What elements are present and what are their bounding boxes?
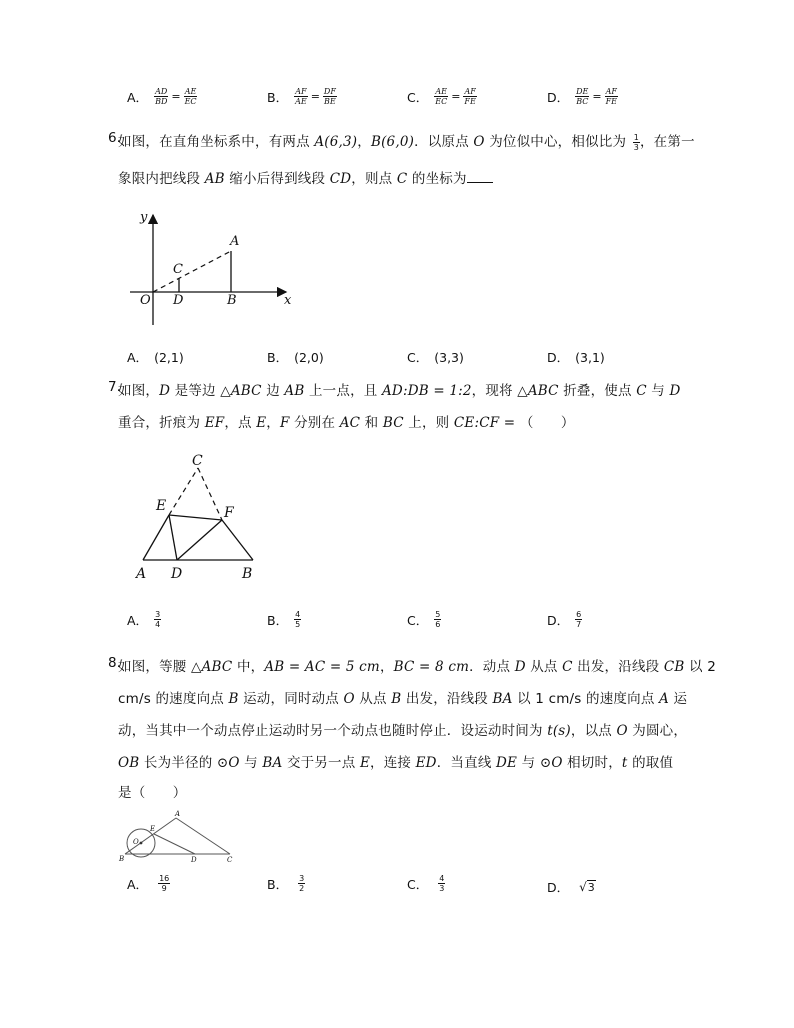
- sqrt-radicand: 3: [587, 881, 595, 894]
- frac-den: BC: [576, 97, 589, 106]
- text: ，以点: [570, 723, 612, 739]
- math: AC: [339, 415, 361, 431]
- math: CD: [329, 171, 352, 187]
- frac-den: BE: [324, 97, 336, 106]
- sqrt-sign: √: [579, 880, 587, 894]
- frac-num: 16: [159, 874, 170, 883]
- option-letter: C．: [407, 89, 429, 105]
- segment-df: [177, 520, 222, 560]
- q5-option-a[interactable]: A． $\frac{AD}{BD}$ = $\frac{AE}{EC}$: [127, 87, 197, 106]
- text: 分别在: [294, 415, 336, 431]
- q6-option-c[interactable]: [407, 348, 464, 366]
- frac-num: 3: [155, 610, 161, 619]
- text: ，: [379, 659, 394, 675]
- q7-triangle-figure: [130, 450, 265, 585]
- math: ⊙O: [216, 755, 240, 771]
- text: 交于另一点: [286, 755, 356, 771]
- point-b-label: B: [242, 566, 253, 582]
- question-6-line-2: [118, 167, 493, 187]
- text: 出发，沿线段: [405, 691, 489, 707]
- q8-option-a[interactable]: [127, 874, 170, 893]
- frac-num: 3: [299, 874, 305, 883]
- text: 从点: [359, 691, 387, 707]
- math: ⊙O: [539, 755, 563, 771]
- text: 缩小后得到线段: [229, 171, 326, 187]
- segment-oa-dashed: [153, 251, 231, 292]
- option-text: (3,1): [575, 349, 605, 365]
- frac-num: AF: [464, 87, 476, 96]
- math: BA: [262, 755, 283, 771]
- math: AB: [284, 383, 305, 399]
- math: C: [396, 171, 408, 187]
- math: OB: [118, 755, 140, 771]
- question-7-line-1: [118, 379, 680, 399]
- option-letter: B．: [267, 612, 289, 628]
- question-7-line-2: [118, 411, 575, 431]
- option-letter: A．: [127, 89, 149, 105]
- frac-den: 4: [155, 620, 161, 629]
- q6-option-a[interactable]: [127, 348, 184, 366]
- point-c-label: C: [192, 453, 203, 469]
- text: 的速度向点: [155, 691, 224, 707]
- text: 以 1 cm/s: [517, 691, 582, 707]
- origin-label: O: [140, 293, 151, 308]
- question-7-number: 7.: [108, 379, 121, 395]
- point-b-label: B: [119, 855, 125, 863]
- math: DE: [496, 755, 518, 771]
- side-ec-dashed: [169, 468, 198, 515]
- text: 的速度向点: [586, 691, 655, 707]
- q8-triangle-circle-figure: [116, 806, 240, 864]
- text: 相切时，: [567, 755, 622, 771]
- question-8-number: 8.: [108, 655, 121, 671]
- frac-den: 7: [576, 620, 582, 629]
- text: 与: [521, 755, 536, 771]
- q5-option-d[interactable]: D． $\frac{DE}{BC}$ = $\frac{AF}{FE}$: [547, 87, 618, 106]
- text: ，现将: [471, 383, 513, 399]
- text: ，在第一: [639, 134, 695, 150]
- text: 动，当其中一个动点停止运动时另一个动点也随时停止．设运动时间为: [118, 723, 543, 739]
- option-text: (2,0): [294, 349, 324, 365]
- math: C: [636, 383, 647, 399]
- math: BA: [492, 691, 513, 707]
- question-8-line-2: [118, 687, 687, 707]
- option-letter: A．: [127, 350, 149, 365]
- text: 与: [244, 755, 258, 771]
- frac-den: 6: [435, 620, 441, 629]
- question-8-line-3: [118, 719, 687, 739]
- frac-den: 3: [439, 884, 445, 893]
- math: AB: [204, 171, 225, 187]
- math: t(s): [547, 723, 571, 739]
- text: 上，则: [408, 415, 450, 431]
- text: ．动点: [469, 659, 511, 675]
- point-c-label: C: [227, 856, 233, 864]
- side-fb: [222, 520, 253, 560]
- frac-num: DE: [576, 87, 589, 96]
- option-letter: C．: [407, 876, 429, 892]
- text: 长为半径的: [143, 755, 213, 771]
- math: △ABC: [191, 659, 233, 675]
- fold-line-ef: [169, 515, 222, 520]
- q5-option-b[interactable]: B． $\frac{AF}{AE}$ = $\frac{DF}{BE}$: [267, 87, 336, 106]
- option-letter: D．: [547, 89, 570, 105]
- text: ，: [357, 134, 371, 150]
- math: △ABC: [517, 383, 559, 399]
- frac-num: AE: [435, 87, 448, 96]
- frac-den: 2: [299, 884, 305, 893]
- math: BC: [382, 415, 404, 431]
- text: 上一点，且: [308, 383, 378, 399]
- text: ．当直线: [436, 755, 492, 771]
- option-letter: A．: [127, 612, 149, 628]
- math: EF: [204, 415, 225, 431]
- option-text: (3,3): [434, 349, 464, 365]
- frac-num: AD: [155, 87, 168, 96]
- segment-ed: [154, 834, 195, 854]
- text: 如图，: [118, 383, 160, 399]
- text: 如图，等腰: [118, 659, 187, 675]
- frac-num: 1: [633, 132, 639, 142]
- math: △ABC: [220, 383, 262, 399]
- option-letter: D．: [547, 612, 570, 628]
- option-letter: C．: [407, 612, 429, 628]
- option-letter: D．: [547, 880, 570, 895]
- text: ，: [266, 415, 280, 431]
- point-a-label: A: [136, 566, 147, 582]
- side-cf-dashed: [198, 468, 222, 520]
- math: E: [256, 415, 267, 431]
- frac-den: BD: [155, 97, 168, 106]
- frac-num: DF: [323, 87, 336, 96]
- q7-option-b[interactable]: [267, 610, 301, 629]
- text: 边: [266, 383, 280, 399]
- math: BC = 8 cm: [393, 659, 470, 675]
- text: 折叠，使点: [563, 383, 632, 399]
- text: 与: [651, 383, 665, 399]
- answer-paren[interactable]: 是（ ）: [118, 785, 187, 801]
- answer-paren[interactable]: （ ）: [519, 415, 575, 431]
- math: E: [359, 755, 371, 771]
- frac-den: FE: [605, 97, 618, 106]
- point-a-label: A: [175, 810, 181, 818]
- text: 如图，在直角坐标系中，有两点: [118, 134, 310, 150]
- q6-coordinate-figure: [130, 205, 300, 330]
- frac-den: 5: [295, 620, 301, 629]
- text: ，点: [224, 415, 252, 431]
- text: 从点: [530, 659, 558, 675]
- text: 的取值: [632, 755, 674, 771]
- point-d-label: D: [171, 566, 183, 582]
- q7-option-a[interactable]: [127, 610, 161, 629]
- point-e-label: E: [156, 498, 167, 514]
- frac-den: 9: [161, 884, 167, 893]
- text: 出发，沿线段: [577, 659, 660, 675]
- ratio-fraction: [633, 133, 640, 152]
- y-axis-label: y: [140, 210, 148, 225]
- frac-num: AE: [184, 87, 197, 96]
- segment-ed: [169, 515, 177, 560]
- frac-num: 6: [576, 610, 582, 619]
- frac-den: FE: [464, 97, 476, 106]
- math: B: [391, 691, 402, 707]
- q7-option-c[interactable]: [407, 610, 441, 629]
- option-letter: C．: [407, 350, 429, 365]
- answer-blank[interactable]: [467, 170, 493, 183]
- option-text: (2,1): [154, 349, 184, 365]
- math: AD:DB = 1:2: [381, 383, 472, 399]
- math: O: [616, 723, 628, 739]
- math: CB: [663, 659, 685, 675]
- text: 是等边: [174, 383, 216, 399]
- text: 运动，同时动点: [243, 691, 339, 707]
- point-b-label: B: [227, 293, 237, 308]
- math: A(6,3): [314, 134, 358, 150]
- text: 为位似中心，相似比为: [489, 134, 627, 150]
- question-8-line-5: [118, 781, 187, 801]
- question-6-line-1: [118, 130, 695, 152]
- frac-den: 3: [633, 142, 639, 152]
- math: D: [159, 383, 171, 399]
- math: B: [228, 691, 239, 707]
- text: 的坐标为: [411, 171, 467, 187]
- math: t: [621, 755, 628, 771]
- point-f-label: F: [224, 505, 234, 521]
- math: F: [280, 415, 290, 431]
- frac-num: AF: [605, 87, 617, 96]
- math: B(6,0): [370, 134, 415, 150]
- text: 运: [673, 691, 688, 707]
- q7-option-d[interactable]: [547, 610, 582, 629]
- x-axis-label: x: [284, 293, 292, 308]
- point-d-label: D: [191, 856, 197, 864]
- math: O: [343, 691, 355, 707]
- frac-num: AF: [295, 87, 307, 96]
- math: O: [473, 134, 485, 150]
- text: 重合，折痕为: [118, 415, 201, 431]
- frac-num: 5: [435, 610, 441, 619]
- frac-den: EC: [184, 97, 197, 106]
- text: ．以原点: [414, 134, 469, 150]
- side-ba: [125, 818, 176, 854]
- text: ，则点: [351, 171, 393, 187]
- q6-option-d[interactable]: [547, 348, 605, 366]
- option-letter: B．: [267, 876, 289, 892]
- text: 象限内把线段: [118, 171, 201, 187]
- text: ，连接: [370, 755, 412, 771]
- question-8-line-1: [118, 655, 716, 675]
- math: A: [659, 691, 669, 707]
- math: ED: [415, 755, 437, 771]
- point-c-label: C: [173, 262, 183, 277]
- option-letter: A．: [127, 876, 149, 892]
- math: CE:CF =: [453, 415, 516, 431]
- text: cm/s: [118, 691, 151, 707]
- q8-option-b[interactable]: [267, 874, 305, 893]
- point-o-label: O: [133, 838, 139, 846]
- text: 以 2: [689, 659, 716, 675]
- math: D: [514, 659, 526, 675]
- frac-num: 4: [295, 610, 301, 619]
- option-letter: D．: [547, 350, 570, 365]
- q5-option-c[interactable]: C． $\frac{AE}{EC}$ = $\frac{AF}{FE}$: [407, 87, 476, 106]
- q8-option-c[interactable]: [407, 874, 445, 893]
- math: AB = AC = 5 cm: [264, 659, 380, 675]
- text: 中，: [236, 659, 265, 675]
- point-d-label: D: [173, 293, 184, 308]
- frac-den: AE: [295, 97, 307, 106]
- point-e-label: E: [150, 825, 156, 833]
- math: D: [669, 383, 681, 399]
- option-letter: B．: [267, 350, 289, 365]
- frac-num: 4: [439, 874, 445, 883]
- math: C: [562, 659, 573, 675]
- q8-option-d[interactable]: [547, 878, 596, 896]
- question-8-line-4: [118, 751, 673, 771]
- point-a-label: A: [230, 234, 240, 249]
- question-6-number: 6.: [108, 130, 121, 146]
- q6-option-b[interactable]: [267, 348, 324, 366]
- text: 为圆心，: [632, 723, 688, 739]
- side-ae: [143, 515, 169, 560]
- center-o: [140, 842, 143, 845]
- option-letter: B．: [267, 89, 289, 105]
- frac-den: EC: [435, 97, 448, 106]
- text: 和: [364, 415, 379, 431]
